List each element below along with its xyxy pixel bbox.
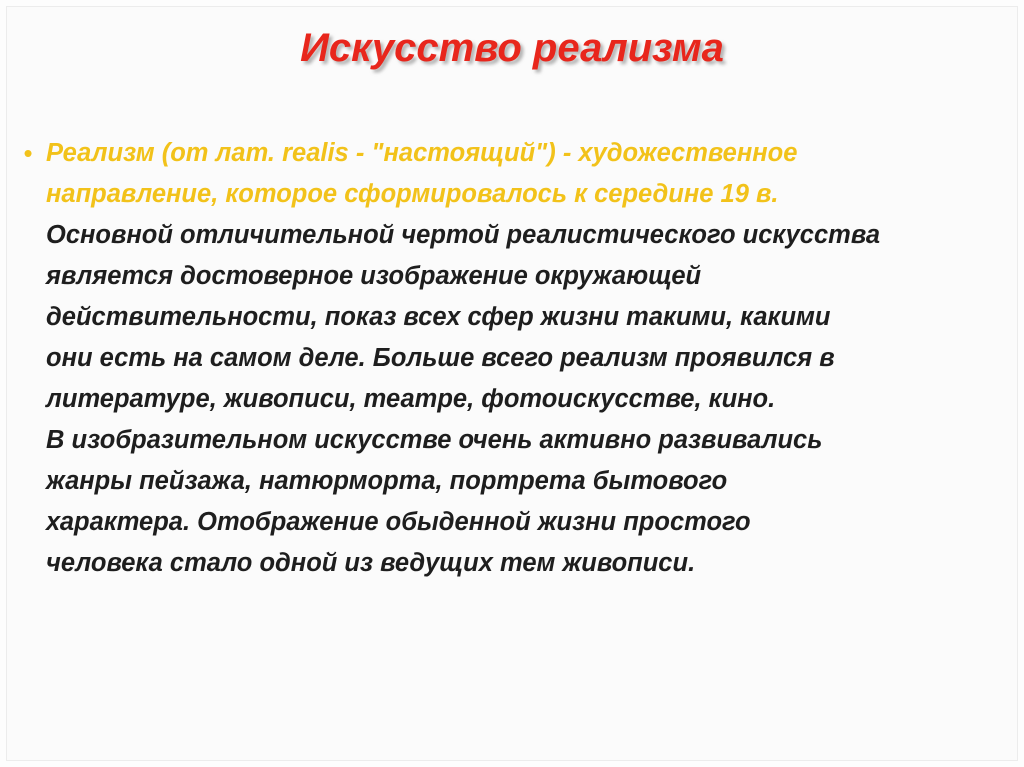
body-line: В изобразительном искусстве очень активно развивались xyxy=(46,426,823,454)
body-line: они есть на самом деле. Больше всего реализм проявился в xyxy=(46,344,835,372)
body-line: человека стало одной из ведущих тем живописи. xyxy=(46,549,696,577)
bullet-marker: • xyxy=(23,138,33,168)
body-line: действительности, показ всех сфер жизни такими, какими xyxy=(46,303,831,331)
slide-title: Искусство реализма xyxy=(300,26,724,70)
body-line: жанры пейзажа, натюрморта, портрета бытового xyxy=(46,467,728,495)
bullet-item xyxy=(10,133,995,584)
slide-body xyxy=(10,133,995,584)
bullet-text xyxy=(46,133,995,584)
body-line: Основной отличительной чертой реалистического искусства xyxy=(46,221,881,249)
body-line: характера. Отображение обыденной жизни простого xyxy=(46,508,751,536)
body-line: является достоверное изображение окружающей xyxy=(46,262,702,290)
body-line: литературе, живописи, театре, фотоискусстве, кино. xyxy=(46,385,776,413)
highlight-line: Реализм (от лат. realis - "настоящий") - художественное xyxy=(46,139,798,167)
highlight-line: направление, которое сформировалось к середине 19 в. xyxy=(46,180,779,208)
